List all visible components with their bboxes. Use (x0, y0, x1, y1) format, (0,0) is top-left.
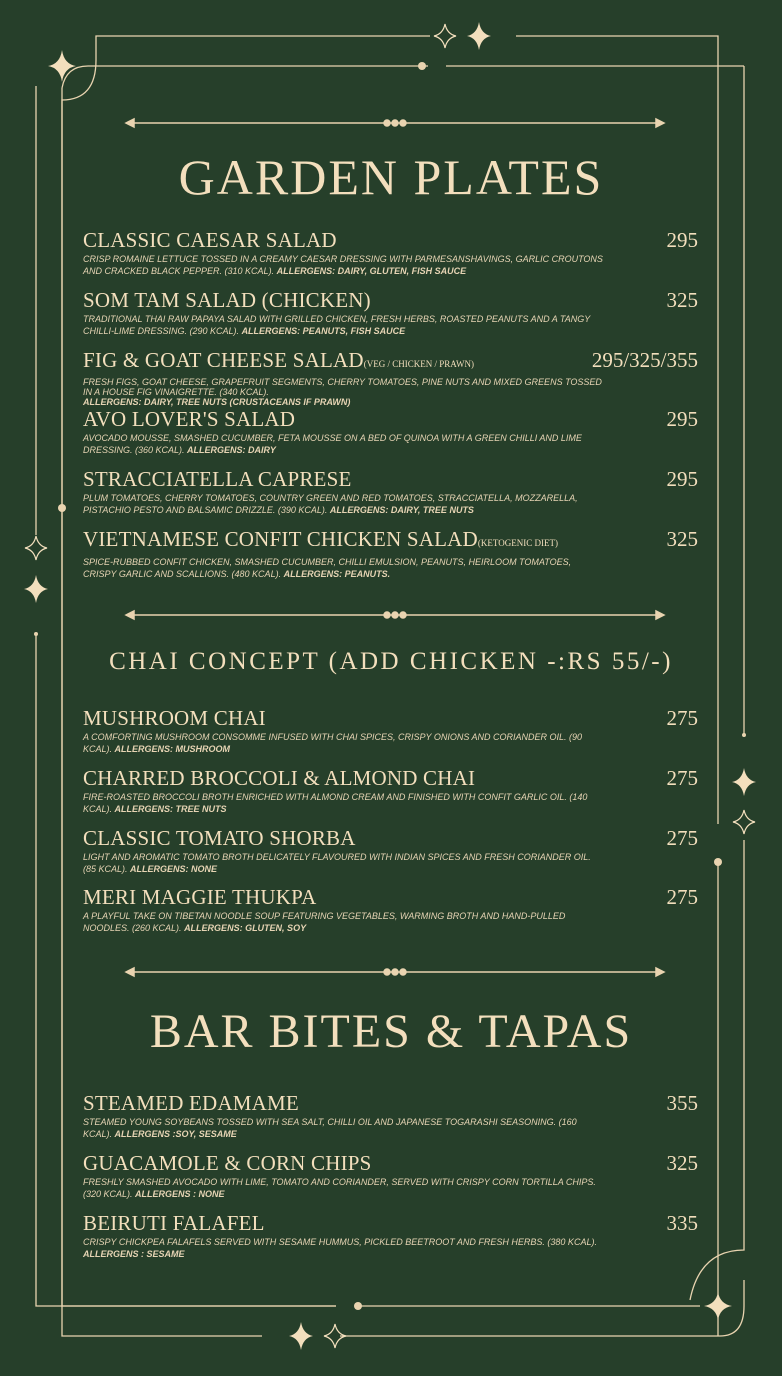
item-name: CLASSIC TOMATO SHORBA (83, 826, 356, 850)
item-price: 275 (666, 766, 698, 790)
item-description: FIRE-ROASTED BROCCOLI BROTH ENRICHED WITH ALMOND CREAM AND FINISHED WITH CONFIT GARLIC OIL. (140 KCAL). ALLERGENS: TREE NUTS (83, 792, 588, 814)
item-allergens: ALLERGENS: DAIRY, GLUTEN, FISH SAUCE (276, 266, 467, 276)
item-price: 295/325/355 (591, 348, 698, 372)
item-name: STEAMED EDAMAME (83, 1091, 299, 1115)
item-description: A PLAYFUL TAKE ON TIBETAN NOODLE SOUP FEATURING VEGETABLES, WARMING BROTH AND HAND-PULLED NOODLES. (260 KCAL). ALLERGENS: GLUTEN, SOY (83, 911, 566, 933)
item-allergens: ALLERGENS: TREE NUTS (114, 804, 227, 814)
item-description: FRESHLY SMASHED AVOCADO WITH LIME, TOMATO AND CORIANDER, SERVED WITH CRISPY CORN TORTILLA CHIPS. (320 KCAL). ALLERGENS : NONE (83, 1177, 596, 1199)
item-allergens: ALLERGENS : SESAME (83, 1249, 185, 1259)
item-name: FIG & GOAT CHEESE SALAD(VEG / CHICKEN / PRAWN) (83, 348, 475, 372)
menu-item (83, 1092, 703, 1140)
item-name: MUSHROOM CHAI (83, 706, 266, 730)
item-price: 275 (666, 885, 698, 909)
item-allergens: ALLERGENS: DAIRY, TREE NUTS (329, 505, 474, 515)
menu-item (83, 289, 703, 337)
item-price: 275 (666, 826, 698, 850)
item-allergens: ALLERGENS: MUSHROOM (114, 744, 231, 754)
item-price: 295 (666, 467, 698, 491)
menu-item (83, 767, 703, 815)
item-name: AVO LOVER'S SALAD (83, 407, 296, 431)
item-name: STRACCIATELLA CAPRESE (83, 467, 352, 491)
menu-item (83, 1152, 703, 1200)
item-allergens: ALLERGENS: NONE (130, 864, 218, 874)
item-description: A COMFORTING MUSHROOM CONSOMME INFUSED WITH CHAI SPICES, CRISPY ONIONS AND CORIANDER OIL. (90 KCAL). ALLERGENS: MUSHROOM (83, 732, 583, 754)
item-description: LIGHT AND AROMATIC TOMATO BROTH DELICATELY FLAVOURED WITH INDIAN SPICES AND FRESH CORIANDER OIL. (85 KCAL). ALLERGENS: NONE (83, 852, 591, 874)
section-title-chai-concept: CHAI CONCEPT (ADD CHICKEN -:RS 55/-) (109, 648, 673, 675)
item-description: FRESH FIGS, GOAT CHEESE, GRAPEFRUIT SEGMENTS, CHERRY TOMATOES, PINE NUTS AND MIXED GREENS TOSSED IN A HOUSE FIG VINAIGRETTE. (340 KCAL). ALLERGENS: DAIRY, TREE NUTS (CRUSTACEANS IF PRAWN) (83, 377, 602, 407)
menu-item (83, 886, 703, 934)
item-description: AVOCADO MOUSSE, SMASHED CUCUMBER, FETA MOUSSE ON A BED OF QUINOA WITH A GREEN CHILLI AND LIME DRESSING. (360 KCAL). ALLERGENS: DAIRY (83, 433, 582, 455)
item-price: 325 (666, 1151, 698, 1175)
item-description: SPICE-RUBBED CONFIT CHICKEN, SMASHED CUCUMBER, CHILLI EMULSION, PEANUTS, HEIRLOOM TOMATOES, CRISPY GARLIC AND SCALLIONS. (480 KCAL). ALLERGENS: PEANUTS. (83, 557, 572, 579)
section-title-garden-plates: GARDEN PLATES (178, 149, 604, 205)
item-description: PLUM TOMATOES, CHERRY TOMATOES, COUNTRY GREEN AND RED TOMATOES, STRACCIATELLA, MOZZARELLA, PISTACHIO PESTO AND BALSAMIC DRIZZLE. (390 KCAL). ALLERGENS: DAIRY, TREE NUTS (83, 493, 578, 515)
item-allergens: ALLERGENS: PEANUTS. (283, 569, 391, 579)
item-allergens: ALLERGENS: DAIRY, TREE NUTS (CRUSTACEANS IF PRAWN) (83, 397, 351, 407)
item-allergens: ALLERGENS: PEANUTS, FISH SAUCE (241, 326, 406, 336)
item-allergens: ALLERGENS : NONE (135, 1189, 225, 1199)
item-allergens: ALLERGENS: DAIRY (187, 445, 276, 455)
item-note: (KETOGENIC DIET) (477, 538, 558, 548)
menu-item (83, 528, 703, 580)
menu-item (83, 1212, 703, 1260)
menu-item (83, 707, 703, 755)
item-name: CHARRED BROCCOLI & ALMOND CHAI (83, 766, 476, 790)
item-name: CLASSIC CAESAR SALAD (83, 228, 337, 252)
item-price: 355 (666, 1091, 698, 1115)
item-price: 325 (666, 288, 698, 312)
item-price: 335 (666, 1211, 698, 1235)
menu-item (83, 468, 703, 516)
menu-item (83, 827, 703, 875)
item-description: CRISP ROMAINE LETTUCE TOSSED IN A CREAMY CAESAR DRESSING WITH PARMESANSHAVINGS, GARLIC CROUTONS AND CRACKED BLACK PEPPER. (310 KCAL). ALLERGENS: DAIRY, GLUTEN, FISH SAUCE (83, 254, 603, 276)
item-description: CRISPY CHICKPEA FALAFELS SERVED WITH SESAME HUMMUS, PICKLED BEETROOT AND FRESH HERBS. (380 KCAL). ALLERGENS : SESAME (83, 1237, 597, 1259)
item-allergens: ALLERGENS: GLUTEN, SOY (184, 923, 307, 933)
menu-item (83, 229, 703, 277)
item-description: STEAMED YOUNG SOYBEANS TOSSED WITH SEA SALT, CHILLI OIL AND JAPANESE TOGARASHI SEASONING. (160 KCAL). ALLERGENS :SOY, SESAME (83, 1117, 577, 1139)
item-price: 275 (666, 706, 698, 730)
menu-item (83, 349, 703, 407)
section-title-bar-bites: BAR BITES & TAPAS (149, 1005, 633, 1058)
item-name: VIETNAMESE CONFIT CHICKEN SALAD(KETOGENIC DIET) (83, 527, 558, 551)
item-allergens: ALLERGENS :SOY, SESAME (114, 1129, 237, 1139)
item-name: MERI MAGGIE THUKPA (83, 885, 317, 909)
item-name: GUACAMOLE & CORN CHIPS (83, 1151, 372, 1175)
menu-item (83, 408, 703, 456)
item-price: 295 (666, 407, 698, 431)
item-description: TRADITIONAL THAI RAW PAPAYA SALAD WITH GRILLED CHICKEN, FRESH HERBS, ROASTED PEANUTS AND A TANGY CHILLI-LIME DRESSING. (290 KCAL). ALLERGENS: PEANUTS, FISH SAUCE (83, 314, 591, 336)
item-price: 325 (666, 527, 698, 551)
item-note: (VEG / CHICKEN / PRAWN) (363, 359, 475, 369)
item-price: 295 (666, 228, 698, 252)
item-name: BEIRUTI FALAFEL (83, 1211, 265, 1235)
item-name: SOM TAM SALAD (CHICKEN) (83, 288, 371, 312)
